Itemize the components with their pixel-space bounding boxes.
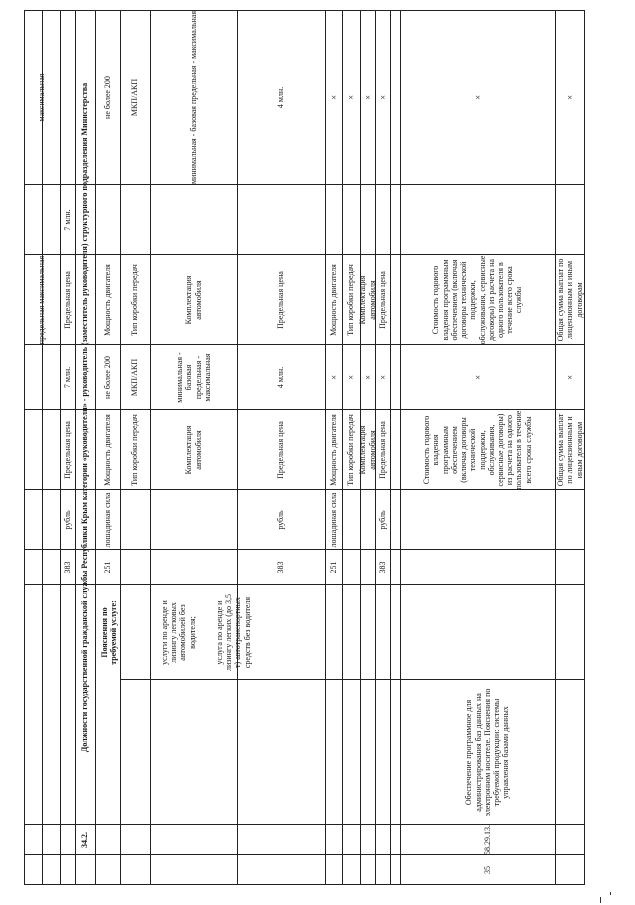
code-251-b: 251 [328,561,338,574]
header-max-left: предельная максимальная [37,255,47,345]
label-limit-price-right: Предельная цена [276,271,286,329]
label-limit-price-b-right: Предельная цена [377,271,387,329]
mark-price-left: × [377,374,388,381]
label-equipment-b-right: Комплектация автомобиля [358,275,377,325]
label-equipment: Комплектация автомобиля [184,425,203,475]
mark-equipment-left: × [362,374,373,381]
value-gearbox-left: МКП/АКП [130,358,140,397]
mark-payments-left: × [565,374,575,381]
label-power-b: Мощность двигателя [328,414,338,486]
scan-mark [600,897,601,903]
value-power-left: не более 200 [102,356,112,399]
row-number: 35 [482,866,492,874]
label-limit-price: Предельная цена [276,421,286,479]
label-ownership-cost-right: Стоимость годового владения программным обеспечением (включая договоры технической поддержки, обслуживания, сервисные договоры) из расчета на одного пользователя в течение всего срока службы [431,255,524,345]
product-name: Обеспечение программное для администрирования баз данных на электронном носителе. Пояснения по требуемой продукции: системы управления базами данных [464,688,511,817]
label-price-right: Предельная цена [62,271,72,329]
okei-code: 383 [62,561,72,574]
value-equipment-left: минимальная - базовая предельная - максимальная [175,352,212,403]
explanation-heading: Пояснения по требуемой услуге: [100,600,119,665]
col-line [120,679,585,680]
code-251: 251 [102,561,112,574]
value-limit-price-right: 4 млн. [276,86,286,109]
label-gearbox-b-right: Тип коробки передач [346,264,356,336]
value-price-left: 7 млн. [62,366,72,389]
label-gearbox-right: Тип коробки передач [130,264,140,336]
explanation-text-2: услуга по аренде и лизингу легких (до 3,5 т) автотранспортных средств без водителя [215,594,252,672]
value-gearbox-right: МКП/АКП [130,78,140,117]
mark-equipment-right: × [362,94,373,101]
mark-payments-right: × [565,94,575,101]
label-gearbox-b: Тип коробки передач [346,414,356,486]
label-payments: Общая сумма выплат по лицензионным и иным договорам [556,413,584,487]
label-limit-price-b: Предельная цена [377,421,387,479]
value-power-right: не более 200 [102,76,112,119]
mark-ownership-left: × [472,374,483,381]
label-gearbox: Тип коробки передач [130,414,140,486]
code-383: 383 [276,561,286,574]
unit-ruble: рубль [276,510,286,530]
mark-power-left: × [328,374,339,381]
label-equipment-right: Комплектация автомобиля [184,275,203,325]
unit: рубль [62,510,72,530]
value-price-right: 7 млн. [62,209,72,231]
header-max-right: максимальная [37,73,47,122]
mark-ownership-right: × [472,94,483,101]
scan-mark [610,892,611,895]
mark-gearbox-right: × [346,94,356,101]
unit-ruble-b: рубль [377,510,387,530]
value-equipment-right: минимальная - базовая предельная - максимальная [188,11,198,185]
label-ownership-cost: Стоимость годового владения программным обеспечением (включая договоры технической поддержки, обслуживания, сервисные договоры) из расчета на одного пользователя в течение всего срока службы [422,410,533,490]
mark-price-right: × [377,94,388,101]
code-383-b: 383 [377,561,387,574]
mark-gearbox-left: × [346,374,356,381]
label-payments-right: Общая сумма выплат по лицензионным и иным договорам [556,258,584,342]
mark-power-right: × [328,94,339,101]
explanation-text-1: услуги по аренде и лизингу легковых автомобилей без водителя; [160,600,197,665]
unit-hp-b: лошадиная сила [328,492,338,548]
label-power-right: Мощность двигателя [102,264,112,336]
label-power: Мощность двигателя [102,414,112,486]
okpd-code: 58.29.13. [482,825,492,855]
section-title: Должности государственной гражданской службы Республики Крым категории «руководители» - руководитель (заместитель руководителя) структурного подразделения Министерства [80,82,90,753]
label-equipment-b: Комплектация автомобиля [358,425,377,475]
label-power-b-right: Мощность двигателя [328,264,338,336]
section-number: 34.2. [80,832,90,848]
unit-hp: лошадиная сила [102,492,112,548]
label-price: Предельная цена [62,421,72,479]
value-limit-price-left: 4 млн. [276,366,286,389]
